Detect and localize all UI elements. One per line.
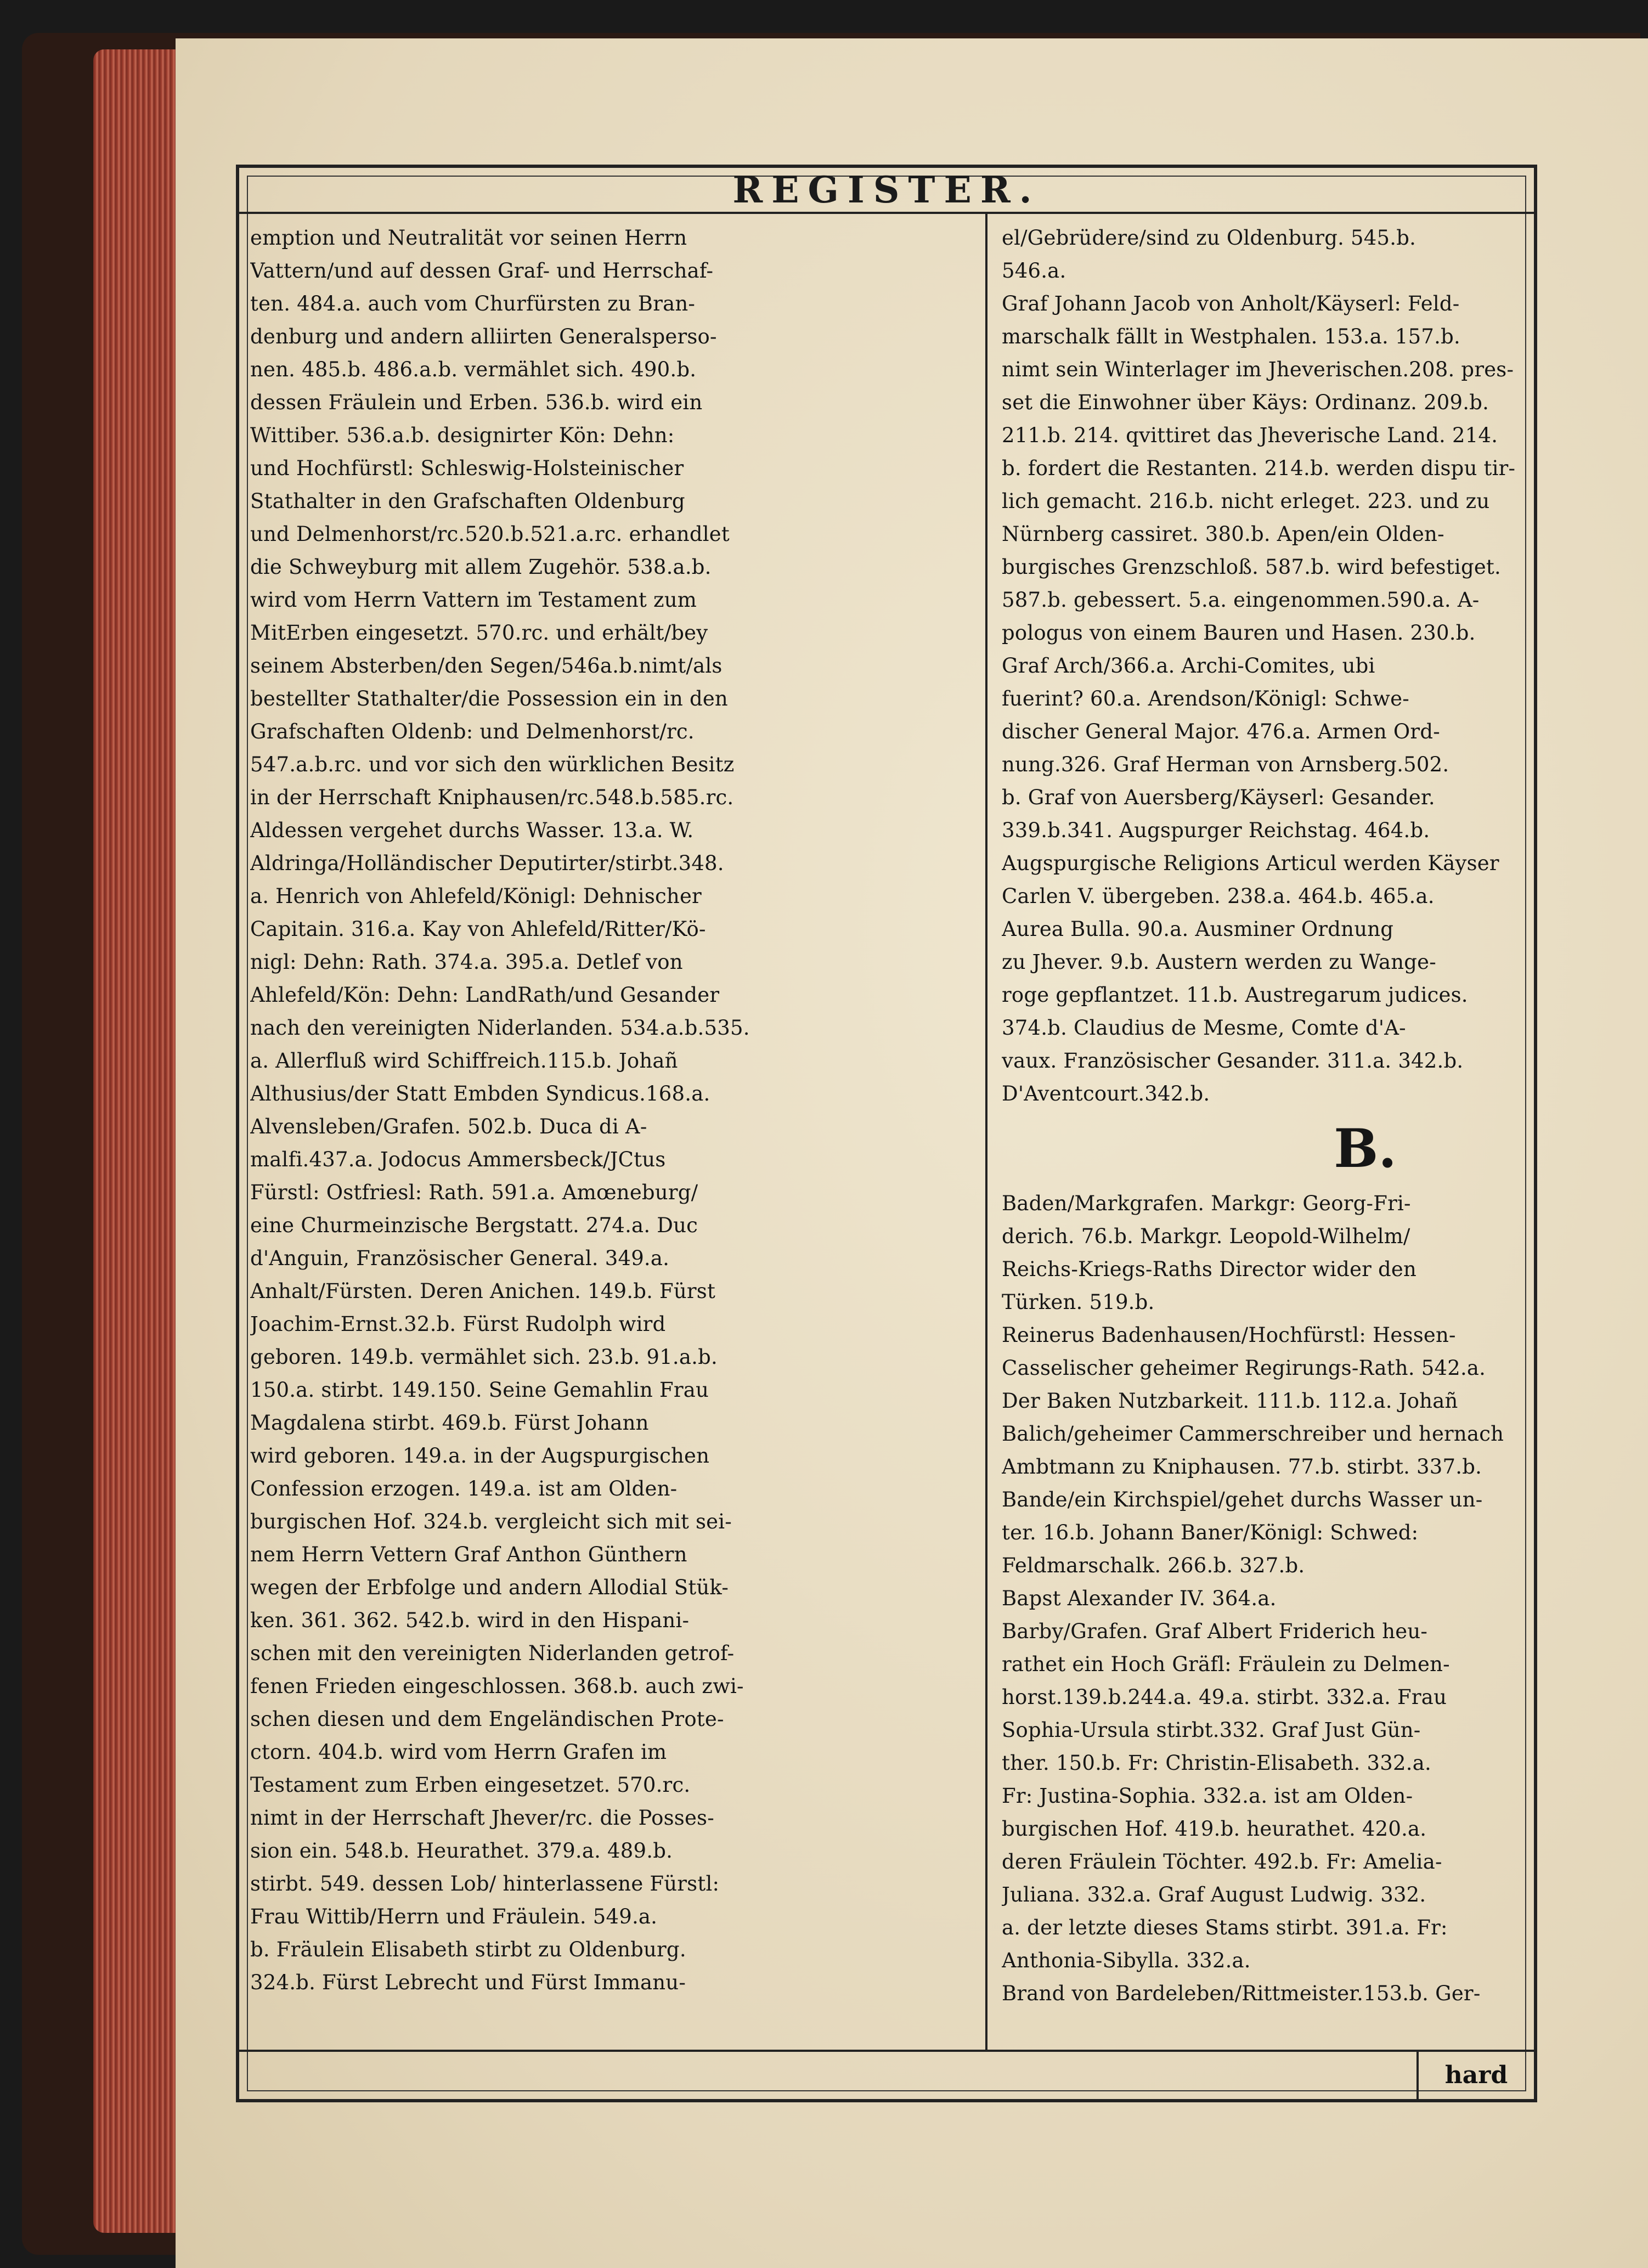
register-line: Barby/Grafen. Graf Albert Friderich heu- xyxy=(1002,1620,1428,1643)
register-line: Carlen V. übergeben. 238.a. 464.b. 465.a. xyxy=(1002,884,1435,908)
register-line: burgischen Hof. 419.b. heurathet. 420.a. xyxy=(1002,1817,1427,1841)
register-line: bestellter Stathalter/die Possession ein in den xyxy=(250,687,728,710)
register-line: Fr: Justina-Sophia. 332.a. ist am Olden- xyxy=(1002,1784,1413,1808)
register-line: 374.b. Claudius de Mesme, Comte d'A- xyxy=(1002,1016,1406,1040)
register-line: Reichs-Kriegs-Raths Director wider den xyxy=(1002,1257,1417,1281)
register-line: Joachim-Ernst.32.b. Fürst Rudolph wird xyxy=(250,1312,666,1336)
register-line: ter. 16.b. Johann Baner/Königl: Schwed: xyxy=(1002,1521,1419,1544)
right-column xyxy=(1002,222,1648,2010)
register-line: Anhalt/Fürsten. Deren Anichen. 149.b. Fürst xyxy=(250,1279,716,1303)
register-line: a. Henrich von Ahlefeld/Königl: Dehnischer xyxy=(250,884,702,908)
register-line: Aurea Bulla. 90.a. Ausminer Ordnung xyxy=(1002,917,1394,941)
register-line: und Hochfürstl: Schleswig-Holsteinischer xyxy=(250,456,684,480)
register-line: Testament zum Erben eingesetzet. 570.rc. xyxy=(250,1773,691,1797)
register-line: 324.b. Fürst Lebrecht und Fürst Immanu- xyxy=(250,1971,686,1994)
register-line: nen. 485.b. 486.a.b. vermählet sich. 490.b. xyxy=(250,358,697,381)
register-line: schen diesen und dem Engeländischen Prote- xyxy=(250,1707,724,1731)
register-line: Confession erzogen. 149.a. ist am Olden- xyxy=(250,1477,678,1500)
register-line: Feldmarschalk. 266.b. 327.b. xyxy=(1002,1554,1305,1577)
register-line: Grafschaften Oldenb: und Delmenhorst/rc. xyxy=(250,720,695,743)
register-line: wird vom Herrn Vattern im Testament zum xyxy=(250,588,697,612)
register-line: a. der letzte dieses Stams stirbt. 391.a. Fr: xyxy=(1002,1916,1448,1939)
right-column-a-entries xyxy=(1002,222,1648,1110)
register-line: Augspurgische Religions Articul werden Käyser xyxy=(1002,851,1499,875)
register-line: Anthonia-Sibylla. 332.a. xyxy=(1002,1949,1251,1972)
register-line: die Schweyburg mit allem Zugehör. 538.a.b. xyxy=(250,555,712,579)
register-line: ten. 484.a. auch vom Churfürsten zu Bran- xyxy=(250,292,696,315)
register-line: seinem Absterben/den Segen/546a.b.nimt/als xyxy=(250,654,723,678)
register-line: Ambtmann zu Kniphausen. 77.b. stirbt. 337.b. xyxy=(1002,1455,1482,1479)
register-line: pologus von einem Bauren und Hasen. 230.b. xyxy=(1002,621,1476,645)
register-line: marschalk fällt in Westphalen. 153.a. 157.b. xyxy=(1002,325,1460,348)
register-line: Wittiber. 536.a.b. designirter Kön: Dehn: xyxy=(250,424,675,447)
register-line: Bapst Alexander IV. 364.a. xyxy=(1002,1587,1277,1610)
register-line: und Delmenhorst/rc.520.b.521.a.rc. erhandlet xyxy=(250,522,730,546)
register-line: Capitain. 316.a. Kay von Ahlefeld/Ritter/Kö- xyxy=(250,917,706,941)
register-line: zu Jhever. 9.b. Austern werden zu Wange- xyxy=(1002,950,1436,974)
register-line: ctorn. 404.b. wird vom Herrn Grafen im xyxy=(250,1740,667,1764)
register-line: Graf Arch/366.a. Archi-Comites, ubi xyxy=(1002,654,1375,678)
page-header xyxy=(239,168,1534,214)
register-line: d'Anguin, Französischer General. 349.a. xyxy=(250,1246,670,1270)
register-line: b. Graf von Auersberg/Käyserl: Gesander. xyxy=(1002,786,1435,809)
register-line: lich gemacht. 216.b. nicht erleget. 223. und zu xyxy=(1002,489,1490,513)
register-line: Althusius/der Statt Embden Syndicus.168.a. xyxy=(250,1082,710,1105)
register-line: nung.326. Graf Herman von Arnsberg.502. xyxy=(1002,753,1449,776)
register-line: Sophia-Ursula stirbt.332. Graf Just Gün- xyxy=(1002,1718,1421,1742)
register-line: Reinerus Badenhausen/Hochfürstl: Hessen- xyxy=(1002,1323,1456,1347)
register-line: Vattern/und auf dessen Graf- und Herrschaf- xyxy=(250,259,714,283)
register-line: nimt sein Winterlager im Jheverischen.208. pres- xyxy=(1002,358,1514,381)
register-line: Türken. 519.b. xyxy=(1002,1290,1155,1314)
footer-rule xyxy=(239,2050,1534,2052)
register-line: derich. 76.b. Markgr. Leopold-Wilhelm/ xyxy=(1002,1225,1410,1248)
column-divider xyxy=(985,214,987,2050)
register-line: Der Baken Nutzbarkeit. 111.b. 112.a. Johañ xyxy=(1002,1389,1458,1413)
register-line: Magdalena stirbt. 469.b. Fürst Johann xyxy=(250,1411,649,1435)
register-line: malfi.437.a. Jodocus Ammersbeck/JCtus xyxy=(250,1148,666,1171)
register-line: fuerint? 60.a. Arendson/Königl: Schwe- xyxy=(1002,687,1409,710)
register-line: wegen der Erbfolge und andern Allodial Stük- xyxy=(250,1576,729,1599)
register-line: Aldringa/Holländischer Deputirter/stirbt.348. xyxy=(250,851,724,875)
register-line: rathet ein Hoch Gräfl: Fräulein zu Delmen- xyxy=(1002,1652,1450,1676)
register-line: 547.a.b.rc. und vor sich den würklichen Besitz xyxy=(250,753,735,776)
register-line: Frau Wittib/Herrn und Fräulein. 549.a. xyxy=(250,1905,658,1928)
register-line: nach den vereinigten Niderlanden. 534.a.b.535. xyxy=(250,1016,750,1040)
register-line: dessen Fräulein und Erben. 536.b. wird ein xyxy=(250,391,703,414)
register-line: Aldessen vergehet durchs Wasser. 13.a. W. xyxy=(250,819,694,842)
register-line: set die Einwohner über Käys: Ordinanz. 209.b. xyxy=(1002,391,1489,414)
register-line: 546.a. xyxy=(1002,259,1066,283)
register-line: schen mit den vereinigten Niderlanden getrof- xyxy=(250,1641,735,1665)
register-line: Juliana. 332.a. Graf August Ludwig. 332. xyxy=(1002,1883,1426,1906)
register-line: burgischen Hof. 324.b. vergleicht sich mit sei- xyxy=(250,1510,732,1533)
register-line: wird geboren. 149.a. in der Augspurgischen xyxy=(250,1444,710,1468)
register-line: eine Churmeinzische Bergstatt. 274.a. Duc xyxy=(250,1214,698,1237)
section-letter-b: B. xyxy=(1334,1118,1397,1180)
register-line: vaux. Französischer Gesander. 311.a. 342.b. xyxy=(1002,1049,1464,1073)
register-line: Bande/ein Kirchspiel/gehet durchs Wasser un- xyxy=(1002,1488,1483,1511)
register-line: 339.b.341. Augspurger Reichstag. 464.b. xyxy=(1002,819,1430,842)
register-line: roge gepflantzet. 11.b. Austregarum judices. xyxy=(1002,983,1468,1007)
register-line: MitErben eingesetzt. 570.rc. und erhält/bey xyxy=(250,621,708,645)
register-line: Casselischer geheimer Regirungs-Rath. 542.a. xyxy=(1002,1356,1486,1380)
register-line: discher General Major. 476.a. Armen Ord- xyxy=(1002,720,1440,743)
register-line: Baden/Markgrafen. Markgr: Georg-Fri- xyxy=(1002,1192,1411,1215)
register-line: ken. 361. 362. 542.b. wird in den Hispani- xyxy=(250,1609,690,1632)
register-line: 150.a. stirbt. 149.150. Seine Gemahlin Frau xyxy=(250,1378,709,1402)
page-title: REGISTER. xyxy=(732,168,1041,211)
register-line: b. Fräulein Elisabeth stirbt zu Oldenburg. xyxy=(250,1938,686,1961)
register-line: horst.139.b.244.a. 49.a. stirbt. 332.a. Frau xyxy=(1002,1685,1447,1709)
register-line: 211.b. 214. qvittiret das Jheverische Land. 214. xyxy=(1002,424,1498,447)
register-line: fenen Frieden eingeschlossen. 368.b. auch zwi- xyxy=(250,1674,744,1698)
register-line: D'Aventcourt.342.b. xyxy=(1002,1082,1210,1105)
register-line: Graf Johann Jacob von Anholt/Käyserl: Feld- xyxy=(1002,292,1460,315)
register-line: a. Allerfluß wird Schiffreich.115.b. Johañ xyxy=(250,1049,678,1073)
register-line: Brand von Bardeleben/Rittmeister.153.b. Ger- xyxy=(1002,1982,1481,2005)
right-column-b-entries xyxy=(1002,1187,1648,2010)
register-line: 587.b. gebessert. 5.a. eingenommen.590.a. A- xyxy=(1002,588,1480,612)
register-line: emption und Neutralität vor seinen Herrn xyxy=(250,226,687,250)
register-line: sion ein. 548.b. Heurathet. 379.a. 489.b. xyxy=(250,1839,673,1863)
register-line: Balich/geheimer Cammerschreiber und hernach xyxy=(1002,1422,1504,1446)
register-line: deren Fräulein Töchter. 492.b. Fr: Amelia- xyxy=(1002,1850,1442,1874)
register-line: denburg und andern alliirten Generalsperso- xyxy=(250,325,717,348)
register-frame xyxy=(236,165,1537,2102)
register-line: b. fordert die Restanten. 214.b. werden dispu tir- xyxy=(1002,456,1516,480)
register-line: in der Herrschaft Kniphausen/rc.548.b.585.rc. xyxy=(250,786,734,809)
catchword: hard xyxy=(1416,2052,1534,2099)
register-line: Fürstl: Ostfriesl: Rath. 591.a. Amœneburg/ xyxy=(250,1181,698,1204)
register-line: nem Herrn Vettern Graf Anthon Günthern xyxy=(250,1543,687,1566)
register-line: stirbt. 549. dessen Lob/ hinterlassene Fürstl: xyxy=(250,1872,720,1895)
register-line: geboren. 149.b. vermählet sich. 23.b. 91.a.b. xyxy=(250,1345,718,1369)
page-edges xyxy=(93,49,187,2233)
register-line: Stathalter in den Grafschaften Oldenburg xyxy=(250,489,685,513)
left-column xyxy=(250,222,977,1999)
register-line: Alvensleben/Grafen. 502.b. Duca di A- xyxy=(250,1115,647,1138)
register-line: Nürnberg cassiret. 380.b. Apen/ein Olden- xyxy=(1002,522,1444,546)
register-line: el/Gebrüdere/sind zu Oldenburg. 545.b. xyxy=(1002,226,1416,250)
register-line: nigl: Dehn: Rath. 374.a. 395.a. Detlef von xyxy=(250,950,683,974)
register-line: nimt in der Herrschaft Jhever/rc. die Posses- xyxy=(250,1806,714,1830)
register-line: burgisches Grenzschloß. 587.b. wird befestiget. xyxy=(1002,555,1501,579)
register-line: ther. 150.b. Fr: Christin-Elisabeth. 332.a. xyxy=(1002,1751,1431,1775)
register-line: Ahlefeld/Kön: Dehn: LandRath/und Gesander xyxy=(250,983,720,1007)
